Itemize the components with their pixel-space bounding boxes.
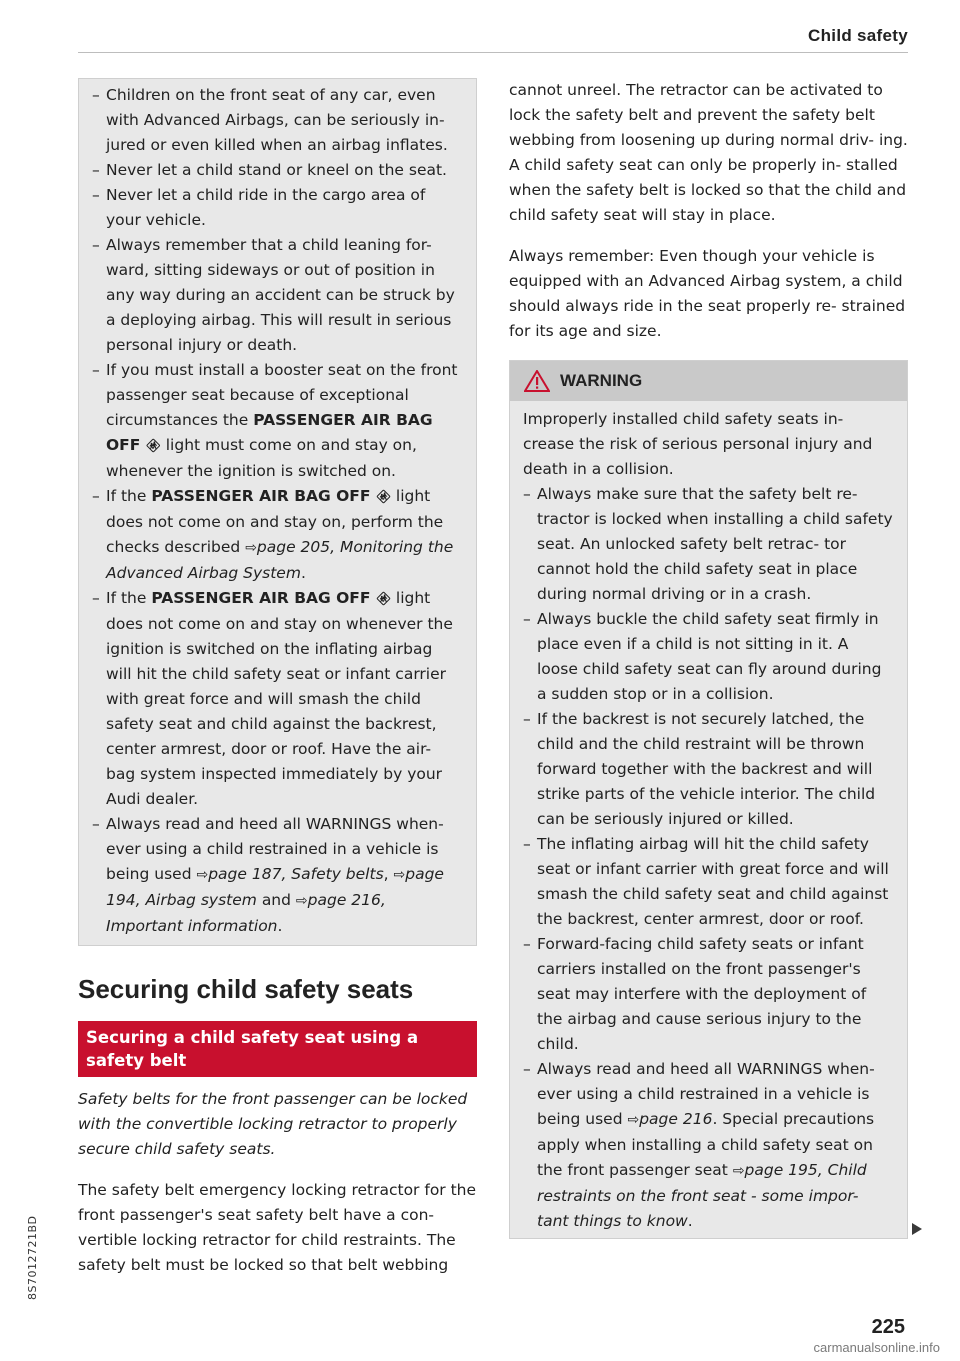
reference-arrow-icon: ⇨ [245, 540, 257, 556]
warning-title: WARNING [560, 371, 643, 390]
airbag-off-icon: 🚸︎ [145, 439, 161, 454]
section-heading: Securing child safety seats [78, 974, 414, 1004]
section-intro: Safety belts for the front passenger can be locked with the convertible locking retractor to properly secure child safety seats. [78, 1090, 468, 1158]
reference-arrow-icon: ⇨ [627, 1112, 640, 1128]
list-item: – Children on the front seat of any car, even with Advanced Airbags, can be seriously in- jured or even killed when an airbag inflates. [92, 83, 462, 158]
warning-list [523, 482, 893, 1234]
document-code: 8S7012721BD [26, 1215, 39, 1300]
reference-arrow-icon: ⇨ [732, 1163, 745, 1179]
reference-arrow-icon: ⇨ [196, 867, 209, 883]
page-reference-link[interactable]: page 205, Monitoring the Advanced Airbag System [106, 538, 454, 582]
watermark: carmanualsonline.info [813, 1340, 940, 1355]
indicator-label: PASSENGER AIR BAG OFF [106, 411, 433, 454]
warning-intro: Improperly installed child safety seats in- crease the risk of serious personal injury and death in a collision. [523, 410, 873, 478]
right-column [509, 78, 908, 1239]
subsection-heading-bar: Securing a child safety seat using a safety belt [78, 1021, 477, 1077]
body-paragraph: Always remember: Even though your vehicle is equipped with an Advanced Airbag system, a child should always ride in the seat properly re- strained for its age and size. [509, 247, 906, 340]
list-item: – Never let a child ride in the cargo area of your vehicle. [92, 183, 462, 233]
page-header-title: Child safety [808, 26, 908, 45]
page-reference-link[interactable]: page 216 [639, 1110, 713, 1128]
reference-arrow-icon: ⇨ [393, 867, 406, 883]
child-warning-box [78, 78, 477, 946]
list-item: – Always read and heed all WARNINGS when- ever using a child restrained in a vehicle is being used ⇨page 187, Safety belts, ⇨page 194, Airbag system and ⇨page 216, Important information. [92, 812, 462, 939]
airbag-off-icon: 🚸︎ [375, 490, 391, 505]
list-item: – If the PASSENGER AIR BAG OFF 🚸︎ light does not come on and stay on whenever the ignition is switched on the inflating airbag will hit the child safety seat or infant carrier with great force and will smash the child safety seat and child against the backrest, center armrest, door or roof. Have the air- bag system inspected immediately by your Audi dealer. [92, 586, 462, 812]
continue-arrow-icon [912, 1223, 922, 1235]
header-rule [78, 52, 908, 53]
list-item: – Always buckle the child safety seat firmly in place even if a child is not sitting in it. A loose child safety seat can fly around during a sudden stop or in a collision. [523, 607, 893, 707]
body-paragraph-continued: cannot unreel. The retractor can be activated to lock the safety belt and prevent the safety belt webbing from loosening up during normal driv- ing. A child safety seat can only be properly in- stalled when the safety belt is locked so that the child and child safety seat will stay in place. [509, 81, 908, 224]
warning-box [509, 360, 908, 1239]
airbag-off-icon: 🚸︎ [375, 592, 391, 607]
child-warning-list [92, 83, 462, 939]
page-reference-link[interactable]: page 195, Child restraints on the front seat - some impor- tant things to know [537, 1161, 867, 1230]
list-item: – Never let a child stand or kneel on the seat. [92, 158, 462, 183]
list-item: – The inflating airbag will hit the child safety seat or infant carrier with great force and will smash the child safety seat and child against the backrest, center armrest, door or roof. [523, 832, 893, 932]
page-reference-link[interactable]: page 187, Safety belts [208, 865, 384, 883]
list-item: – If you must install a booster seat on the front passenger seat because of exceptional circumstances the PASSENGER AIR BAG OFF 🚸︎ light must come on and stay on, whenever the ignition is switched on. [92, 358, 462, 484]
list-item: – If the PASSENGER AIR BAG OFF 🚸︎ light does not come on and stay on, perform the checks described ⇨page 205, Monitoring the Advanced Airbag System. [92, 484, 462, 586]
reference-arrow-icon: ⇨ [295, 893, 308, 909]
warning-triangle-icon [524, 370, 550, 392]
page-reference-link[interactable]: page 216, Important information [106, 891, 386, 935]
page-reference-link[interactable]: page 194, Airbag system [106, 865, 444, 909]
list-item: – Forward-facing child safety seats or infant carriers installed on the front passenger's seat may interfere with the deployment of the airbag and cause serious injury to the child. [523, 932, 893, 1057]
list-item: – If the backrest is not securely latched, the child and the child restraint will be thrown forward together with the backrest and will strike parts of the vehicle interior. The child can be seriously injured or killed. [523, 707, 893, 832]
left-column [78, 78, 477, 1278]
warning-body [510, 401, 907, 1238]
page-number: 225 [871, 1316, 905, 1338]
indicator-label: PASSENGER AIR BAG OFF [151, 487, 371, 505]
list-item: – Always make sure that the safety belt re- tractor is locked when installing a child safety seat. An unlocked safety belt retrac- tor cannot hold the child safety seat in place during normal driving or in a crash. [523, 482, 893, 607]
indicator-label: PASSENGER AIR BAG OFF [151, 589, 371, 607]
body-paragraph: The safety belt emergency locking retractor for the front passenger's seat safety belt have a con- vertible locking retractor for child restraints. The safety belt must be locked so that belt webbing [78, 1181, 477, 1274]
list-item: – Always remember that a child leaning for- ward, sitting sideways or out of position in any way during an accident can be struck by a deploying airbag. This will result in serious personal injury or death. [92, 233, 462, 358]
warning-header [510, 361, 907, 401]
list-item: – Always read and heed all WARNINGS when- ever using a child restrained in a vehicle is being used ⇨page 216. Special precautions apply when installing a child safety seat on the front passenger seat ⇨page 195, Child restraints on the front seat - some impor- tant things to know. [523, 1057, 893, 1234]
